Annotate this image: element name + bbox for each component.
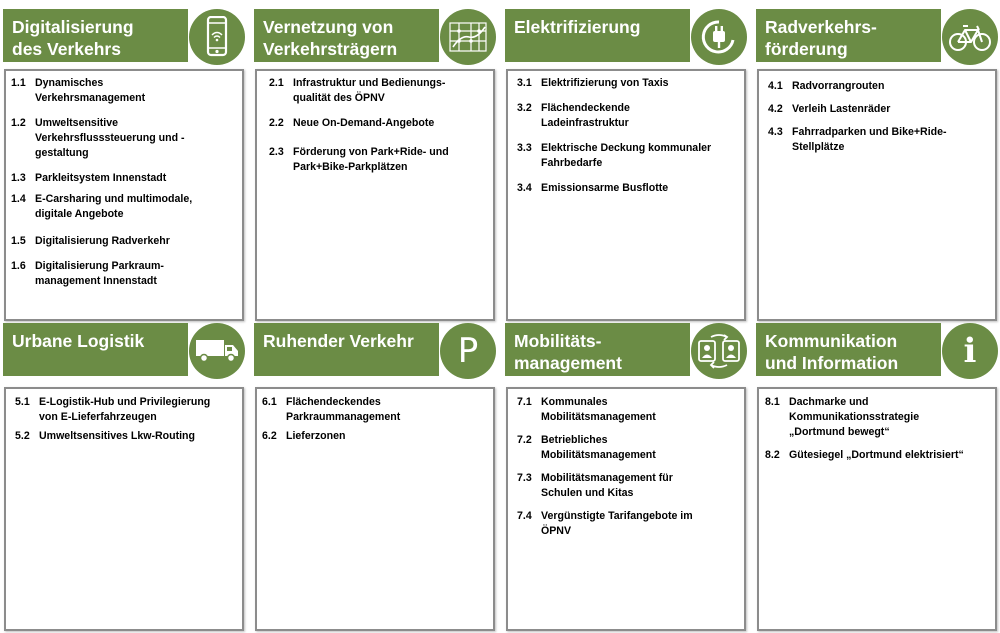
- charging-plug-icon: [691, 9, 747, 65]
- parking-icon: [440, 323, 496, 379]
- card-item-list: [255, 387, 495, 631]
- card-title: Ruhender Verkehr: [254, 323, 439, 376]
- list-item: 6.1 Flächendeckendes Parkraummanagement: [262, 396, 401, 423]
- list-item: 8.2 Gütesiegel „Dortmund elektrisiert“: [765, 449, 964, 461]
- list-item: 1.2 Umweltsensitive Verkehrsflusssteuerung und - gestaltung: [11, 117, 185, 159]
- list-item: 5.1 E-Logistik-Hub und Privilegierung von E-Lieferfahrzeugen: [15, 396, 211, 423]
- card-item-list: [4, 387, 244, 631]
- list-item: 3.3 Elektrische Deckung kommunaler Fahrbedarfe: [517, 142, 712, 169]
- card-title: Mobilitäts- management: [505, 323, 690, 376]
- list-item: 7.1 Kommunales Mobilitätsmanagement: [517, 396, 656, 423]
- list-item: 8.1 Dachmarke und Kommunikationsstrategie „Dortmund bewegt“: [765, 396, 920, 438]
- list-item: 1.6 Digitalisierung Parkraum- management Innenstadt: [11, 260, 164, 287]
- card-title: Elektrifizierung: [505, 9, 690, 62]
- list-item: 2.1 Infrastruktur und Bedienungs- qualität des ÖPNV: [269, 77, 446, 104]
- truck-icon: [189, 323, 245, 379]
- list-item: 2.3 Förderung von Park+Ride- und Park+Bike-Parkplätzen: [269, 146, 449, 173]
- list-item: 1.3 Parkleitsystem Innenstadt: [11, 172, 167, 184]
- list-item: 4.2 Verleih Lastenräder: [768, 103, 891, 115]
- list-item: 5.2 Umweltsensitives Lkw-Routing: [15, 430, 195, 442]
- card-title: Urbane Logistik: [3, 323, 188, 376]
- list-item: 4.1 Radvorrangrouten: [768, 80, 885, 92]
- card-item-list: [255, 69, 495, 321]
- info-letter: i: [963, 331, 977, 371]
- list-item: 7.4 Vergünstigte Tarifangebote im ÖPNV: [517, 510, 693, 537]
- list-item: 1.5 Digitalisierung Radverkehr: [11, 235, 170, 247]
- list-item: 2.2 Neue On-Demand-Angebote: [269, 117, 435, 129]
- card-item-list: [757, 387, 997, 631]
- info-icon: [942, 323, 998, 379]
- card-title: Kommunikation und Information: [756, 323, 941, 376]
- list-item: 3.2 Flächendeckende Ladeinfrastruktur: [517, 102, 630, 129]
- list-item: 7.3 Mobilitätsmanagement für Schulen und Kitas: [517, 472, 673, 499]
- list-item: 4.3 Fahrradparken und Bike+Ride- Stellplätze: [768, 126, 947, 153]
- parking-letter: P: [457, 331, 479, 371]
- list-item: 1.4 E-Carsharing und multimodale, digitale Angebote: [11, 193, 193, 220]
- list-item: 7.2 Betriebliches Mobilitätsmanagement: [517, 434, 656, 461]
- card-title: Digitalisierung des Verkehrs: [3, 9, 188, 62]
- list-item: 6.2 Lieferzonen: [262, 430, 346, 442]
- people-exchange-icon: [691, 323, 747, 379]
- network-map-icon: [440, 9, 496, 65]
- card-title: Vernetzung von Verkehrsträgern: [254, 9, 439, 62]
- bicycle-icon: [942, 9, 998, 65]
- card-item-list: [757, 69, 997, 321]
- list-item: 1.1 Dynamisches Verkehrsmanagement: [11, 77, 146, 104]
- smartphone-icon: [189, 9, 245, 65]
- card-item-list: [506, 69, 746, 321]
- card-item-list: [506, 387, 746, 631]
- list-item: 3.1 Elektrifizierung von Taxis: [517, 77, 669, 89]
- card-title: Radverkehrs- förderung: [756, 9, 941, 62]
- card-item-list: [4, 69, 244, 321]
- list-item: 3.4 Emissionsarme Busflotte: [517, 182, 669, 194]
